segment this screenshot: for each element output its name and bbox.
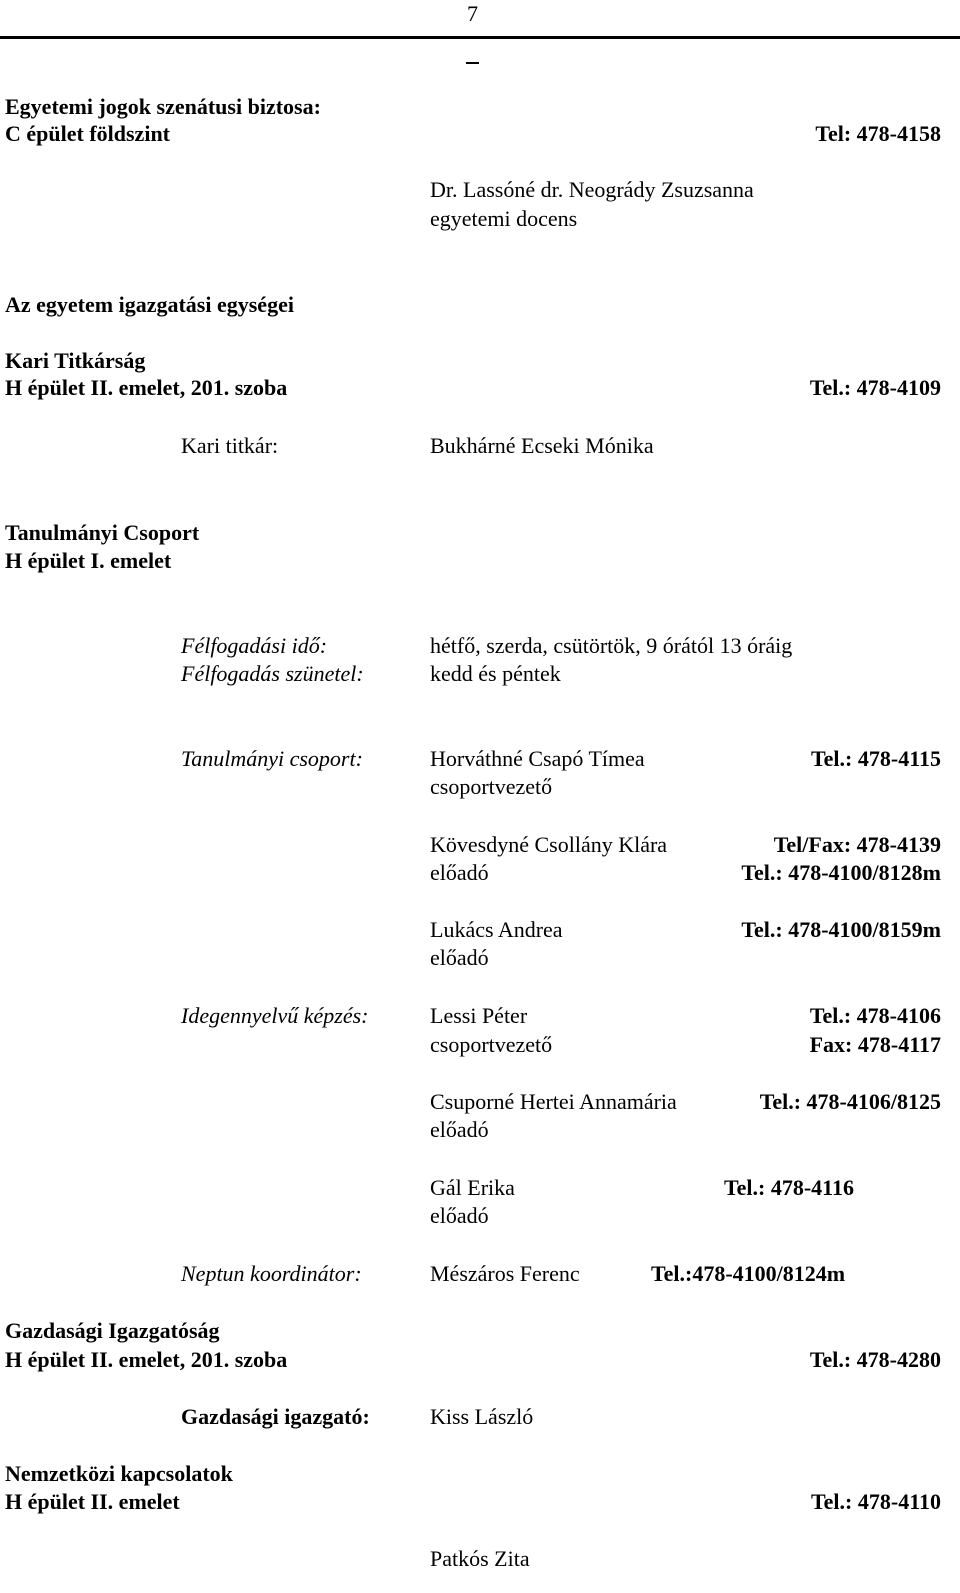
ombudsman-phone: Tel: 478-4158 [815,121,941,146]
ombudsman-location: C épület földszint [5,121,170,146]
finance-director-label: Gazdasági igazgató: [181,1404,370,1429]
staff-name: Csuporné Hertei Annamária [430,1089,677,1114]
header-dash [466,62,479,64]
staff-phone: Tel.: 478-4100/8159m [741,917,941,942]
staff-phone: Tel.: 478-4116 [724,1175,854,1200]
staff-name: Lessi Péter [430,1003,528,1028]
faculty-secretariat-location: H épület II. emelet, 201. szoba [5,375,288,400]
faculty-secretary-label: Kari titkár: [181,433,279,458]
page-number: 7 [467,1,478,26]
staff-fax: Fax: 478-4117 [809,1032,941,1057]
staff-role: előadó [430,1203,489,1228]
staff-role: csoportvezető [430,774,553,799]
staff-phone-secondary: Tel.: 478-4100/8128m [741,860,941,885]
office-closed-value: kedd és péntek [430,661,561,686]
staff-role: előadó [430,860,489,885]
faculty-secretariat-phone: Tel.: 478-4109 [809,375,941,400]
staff-role: csoportvezető [430,1032,553,1057]
finance-title: Gazdasági Igazgatóság [5,1318,220,1343]
staff-name: Lukács Andrea [430,917,563,942]
office-hours-value: hétfő, szerda, csütörtök, 9 órától 13 óráig [430,633,793,658]
staff-name: Gál Erika [430,1175,515,1200]
study-staff-label: Tanulmányi csoport: [181,746,363,771]
office-closed-label: Félfogadás szünetel: [181,661,364,686]
header-rule [0,36,960,39]
international-contact-name: Patkós Zita [430,1546,530,1571]
ombudsman-name: Dr. Lassóné dr. Neogrády Zsuzsanna [430,177,754,202]
office-hours-label: Félfogadási idő: [181,633,328,658]
finance-phone: Tel.: 478-4280 [809,1347,941,1372]
faculty-secretary-name: Bukhárné Ecseki Mónika [430,433,654,458]
staff-phone: Tel.: 478-4115 [811,746,941,771]
ombudsman-title: Egyetemi jogok szenátusi biztosa: [5,94,321,119]
international-title: Nemzetközi kapcsolatok [5,1461,233,1486]
ombudsman-role: egyetemi docens [430,206,578,231]
staff-name: Horváthné Csapó Tímea [430,746,645,771]
study-group-title: Tanulmányi Csoport [5,520,200,545]
staff-phone: Tel.: 478-4106 [809,1003,941,1028]
neptun-phone: Tel.:478-4100/8124m [651,1261,846,1286]
foreign-training-label: Idegennyelvű képzés: [181,1003,369,1028]
units-heading: Az egyetem igazgatási egységei [5,292,294,317]
staff-role: előadó [430,945,489,970]
staff-phone: Tel/Fax: 478-4139 [773,832,941,857]
finance-location: H épület II. emelet, 201. szoba [5,1347,288,1372]
staff-name: Kövesdyné Csollány Klára [430,832,668,857]
staff-phone: Tel.: 478-4106/8125 [759,1089,941,1114]
finance-director-name: Kiss László [430,1404,534,1429]
staff-role: előadó [430,1117,489,1142]
international-phone: Tel.: 478-4110 [811,1489,941,1514]
faculty-secretariat-title: Kari Titkárság [5,348,146,373]
neptun-label: Neptun koordinátor: [181,1261,362,1286]
neptun-name: Mészáros Ferenc [430,1261,580,1286]
study-group-location: H épület I. emelet [5,548,172,573]
international-location: H épület II. emelet [5,1489,180,1514]
